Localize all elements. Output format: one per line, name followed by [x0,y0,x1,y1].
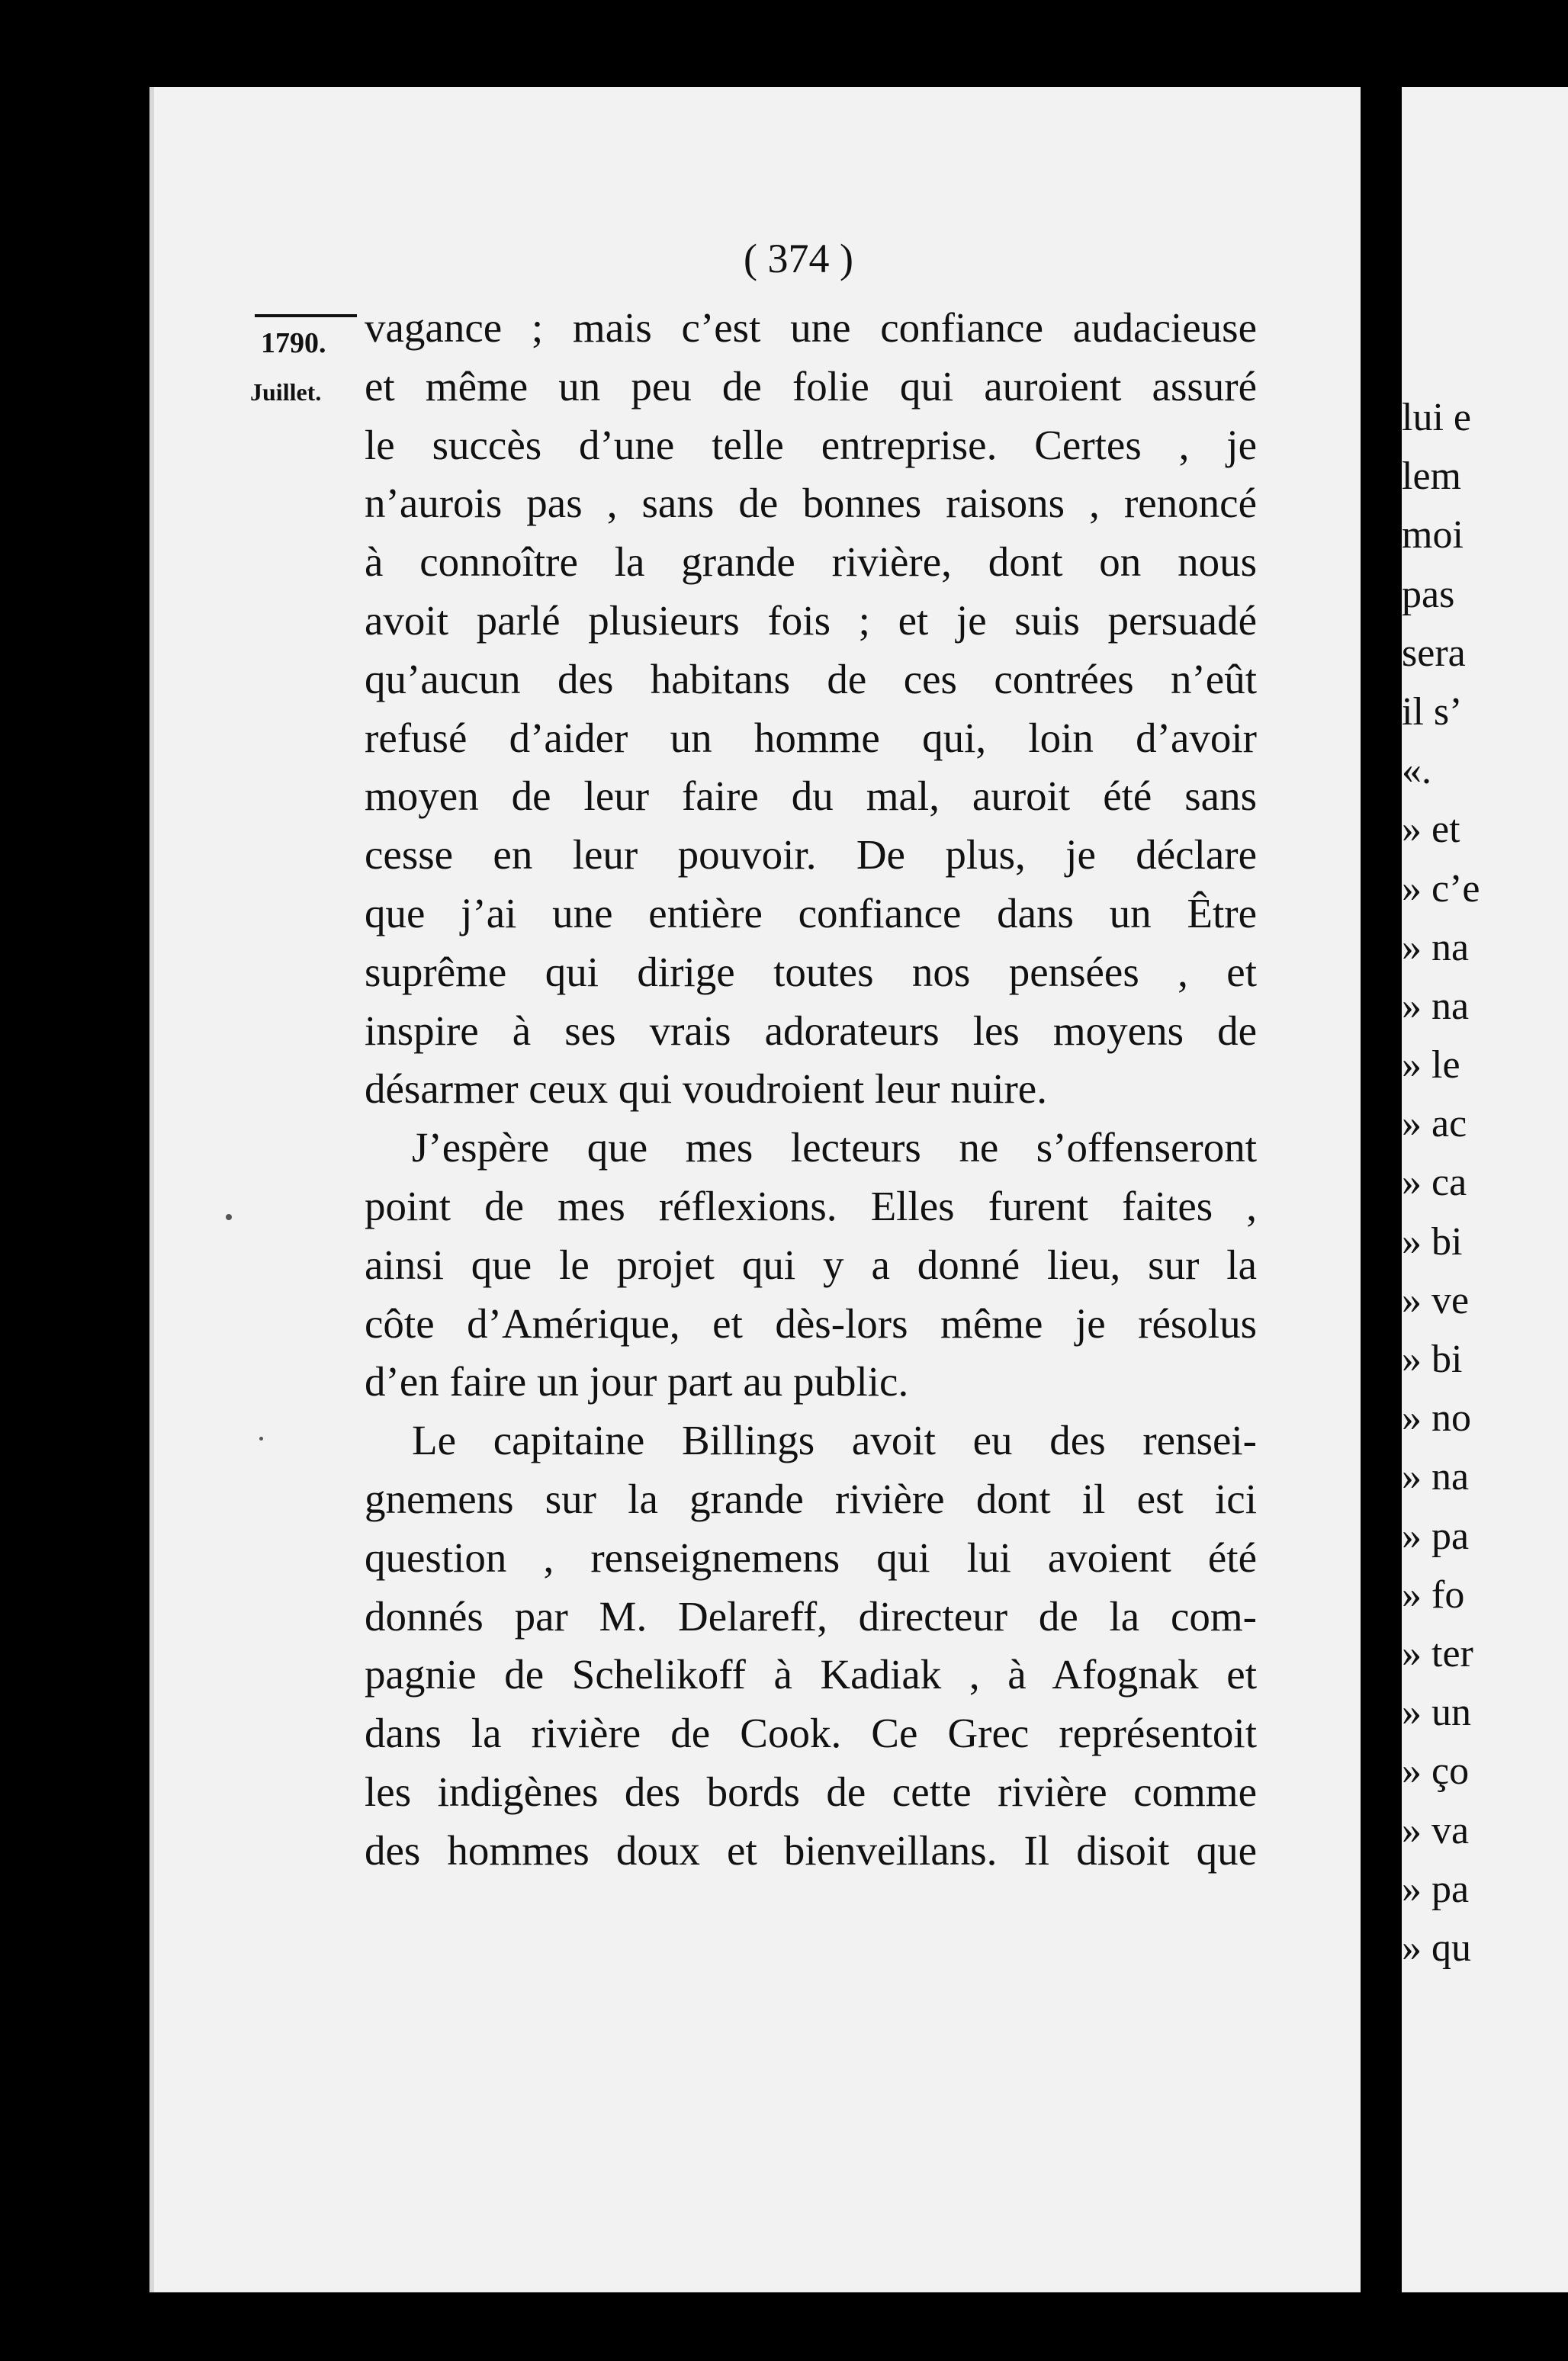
text-line: et même un peu de folie qui auroient assuré [365,362,1257,410]
text-line: point de mes réflexions. Elles furent faites , [365,1182,1257,1229]
right-page-line: lem [1402,455,1461,499]
right-page-line: pas [1402,572,1455,616]
text-line: dans la rivière de Cook. Ce Grec représentoit [365,1710,1257,1757]
dust-speck [259,1437,263,1441]
right-page-line: «. [1402,749,1431,793]
right-page-line: » un [1402,1691,1471,1735]
margin-month: Juillet. [250,378,322,406]
text-line: Le capitaine Billings avoit eu des rensei- [412,1417,1257,1464]
right-page-line: » ac [1402,1102,1467,1146]
text-line: gnemens sur la grande rivière dont il est ici [365,1475,1257,1522]
right-page-line: » ca [1402,1161,1467,1205]
text-line: côte d’Amérique, et dès-lors même je résolus [365,1299,1257,1347]
right-page-line: » le [1402,1043,1460,1087]
text-line: moyen de leur faire du mal, auroit été sans [365,773,1257,820]
text-line: le succès d’une telle entreprise. Certes , je [365,421,1257,468]
text-line: ainsi que le projet qui y a donné lieu, sur la [365,1241,1257,1288]
dust-speck [226,1214,232,1220]
page-number: ( 374 ) [744,236,853,281]
right-page-line: » ço [1402,1749,1470,1794]
text-line: que j’ai une entière confiance dans un Être [365,889,1257,936]
right-page-line: » ve [1402,1278,1470,1322]
text-line: vagance ; mais c’est une confiance audacieuse [365,304,1257,351]
right-page-line: » na [1402,925,1470,969]
right-page-line: » ter [1402,1631,1473,1675]
text-line: inspire à ses vrais adorateurs les moyens de [365,1007,1257,1054]
right-page-line: » bi [1402,1338,1463,1381]
right-page-line: » pa [1402,1514,1470,1558]
text-line: qu’aucun des habitans de ces contrées n’eût [365,655,1257,702]
text-line: des hommes doux et bienveillans. Il disoit que [365,1826,1257,1874]
right-page-line: » fo [1402,1572,1465,1617]
right-page-line: moi [1402,513,1464,557]
text-line: suprême qui dirige toutes nos pensées , et [365,948,1257,995]
right-page-line: » va [1402,1808,1470,1852]
right-page-line: » na [1402,984,1470,1028]
right-page-line: lui e [1402,396,1471,439]
text-line: donnés par M. Delareff, directeur de la com- [365,1592,1257,1640]
text-line: J’espère que mes lecteurs ne s’offenseront [412,1124,1257,1171]
body-text [365,299,1257,1881]
right-page-line: » pa [1402,1867,1470,1911]
right-page-line: sera [1402,631,1466,675]
right-page [1402,87,1568,2292]
text-line: n’aurois pas , sans de bonnes raisons , renoncé [365,480,1257,527]
right-page-line: » et [1402,808,1460,852]
header-rule [255,314,357,317]
right-page-line: » bi [1402,1219,1463,1264]
right-page-line: » c’e [1402,866,1480,911]
text-line: question , renseignemens qui lui avoient été [365,1534,1257,1581]
right-page-line: il s’ [1402,689,1463,734]
text-line: refusé d’aider un homme qui, loin d’avoir [365,714,1257,761]
right-page-line: » na [1402,1455,1470,1499]
text-line: d’en faire un jour part au public. [365,1358,909,1405]
text-line: désarmer ceux qui voudroient leur nuire. [365,1065,1047,1113]
right-page-text [1402,388,1480,1977]
text-line: cesse en leur pouvoir. De plus, je déclare [365,831,1257,879]
text-line: avoit parlé plusieurs fois ; et je suis persuadé [365,596,1257,644]
margin-year: 1790. [261,327,326,359]
right-page-line: » qu [1402,1926,1471,1970]
text-line: les indigènes des bords de cette rivière comme [365,1768,1257,1815]
text-line: à connoître la grande rivière, dont on nous [365,538,1257,586]
right-page-line: » no [1402,1396,1471,1441]
text-line: pagnie de Schelikoff à Kadiak , à Afognak et [365,1651,1257,1698]
